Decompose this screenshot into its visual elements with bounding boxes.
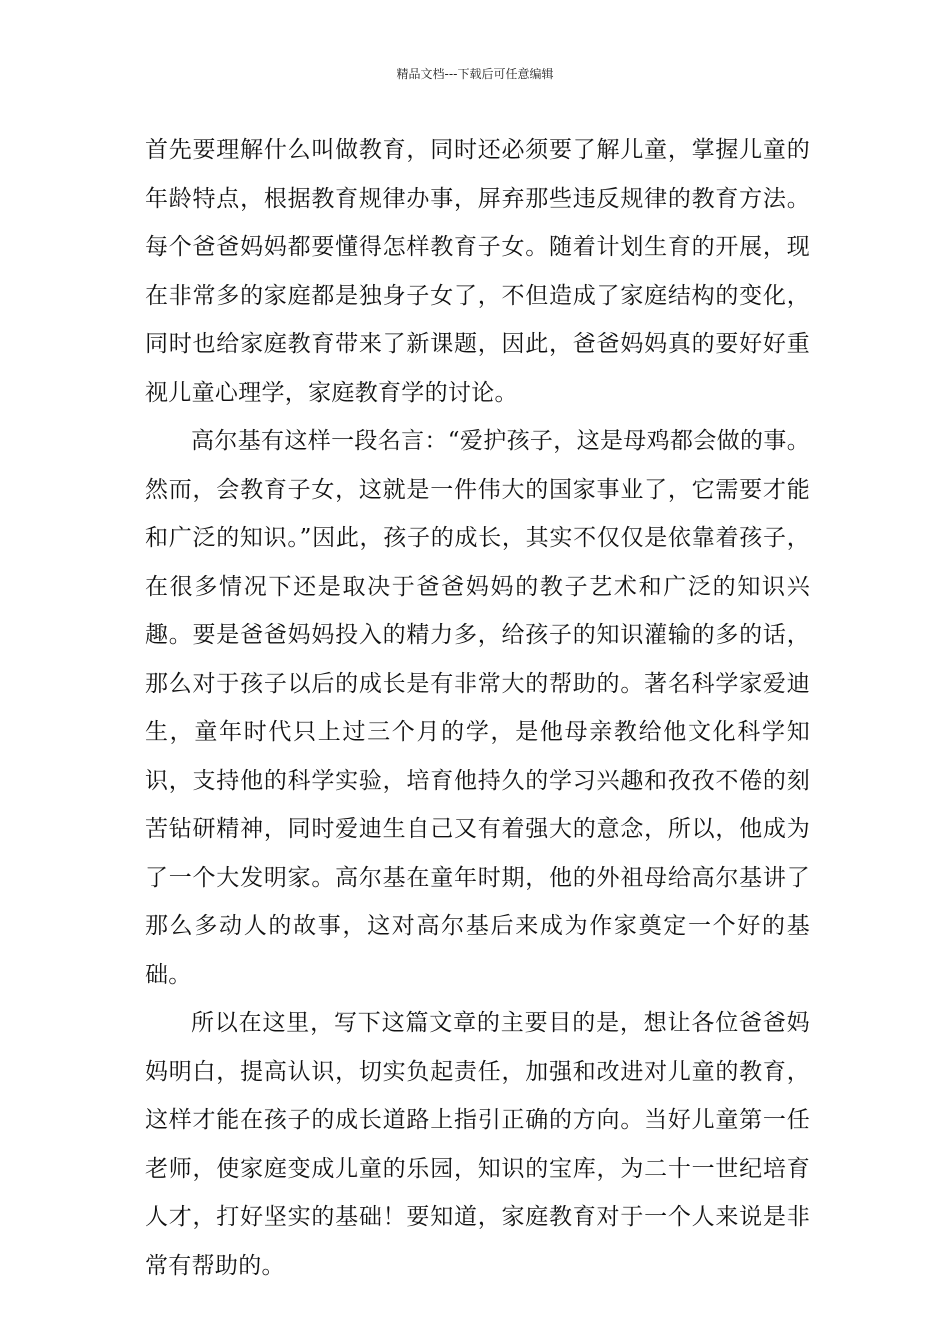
paragraph-1: 首先要理解什么叫做教育，同时还必须要了解儿童，掌握儿童的年龄特点，根据教育规律办事，屏弃那些违反规律的教育方法。每个爸爸妈妈都要懂得怎样教育子女。随着计划生育的开展，现在非常多的家庭都是独身子女了，不但造成了家庭结构的变化，同时也给家庭教育带来了新课题，因此，爸爸妈妈真的要好好重视儿童心理学，家庭教育学的讨论。 — [145, 137, 810, 406]
page-header: 精品文档---下载后可任意编辑 — [396, 67, 554, 81]
paragraph-2: 高尔基有这样一段名言：“爱护孩子，这是母鸡都会做的事。然而，会教育子女，这就是一件伟大的国家事业了，它需要才能和广泛的知识。”因此，孩子的成长，其实不仅仅是依靠着孩子，在很多情况下还是取决于爸爸妈妈的教子艺术和广泛的知识兴趣。要是爸爸妈妈投入的精力多，给孩子的知识灌输的多的话，那么对于孩子以后的成长是有非常大的帮助的。著名科学家爱迪生，童年时代只上过三个月的学，是他母亲教给他文化科学知识，支持他的科学实验，培育他持久的学习兴趣和孜孜不倦的刻苦钻研精神，同时爱迪生自己又有着强大的意念，所以，他成为了一个大发明家。高尔基在童年时期，他的外祖母给高尔基讲了那么多动人的故事，这对高尔基后来成为作家奠定一个好的基础。 — [145, 428, 810, 988]
document-body — [145, 126, 810, 1290]
paragraph-3: 所以在这里，写下这篇文章的主要目的是，想让各位爸爸妈妈明白，提高认识，切实负起责任，加强和改进对儿童的教育，这样才能在孩子的成长道路上指引正确的方向。当好儿童第一任老师，使家庭变成儿童的乐园，知识的宝库，为二十一世纪培育人才，打好坚实的基础！要知道，家庭教育对于一个人来说是非常有帮助的。 — [145, 1010, 810, 1279]
